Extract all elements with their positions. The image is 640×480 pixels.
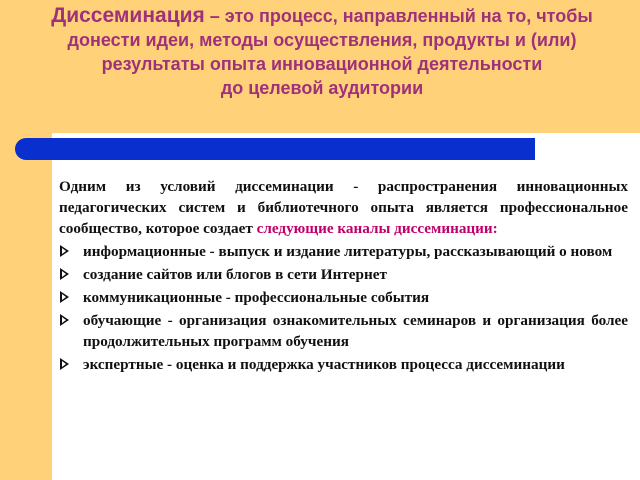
intro-text: Одним из условий диссеминации - распространения инновационных педагогических систем и библиотечного опыта является профессиональное сообщество, которое создает bbox=[59, 178, 628, 237]
list-item-text: создание сайтов или блогов в сети Интернет bbox=[83, 266, 387, 283]
list-item-text: экспертные - оценка и поддержка участников процесса диссеминации bbox=[83, 356, 565, 373]
channels-list bbox=[59, 241, 628, 375]
slide-body bbox=[59, 176, 628, 377]
title-line-3: результаты опыта инновационной деятельности bbox=[101, 54, 543, 74]
list-item bbox=[59, 264, 628, 285]
list-item bbox=[59, 287, 628, 308]
list-item bbox=[59, 310, 628, 352]
list-item-text: обучающие - организация ознакомительных семинаров и организация более продолжительных программ обучения bbox=[83, 312, 628, 350]
title-rest: – это процесс, направленный на то, чтобы bbox=[204, 6, 593, 26]
arrow-bullet-icon bbox=[60, 314, 69, 326]
list-item-text: коммуникационные - профессиональные события bbox=[83, 289, 430, 306]
list-item bbox=[59, 354, 628, 375]
title-lead: Диссеминация bbox=[51, 4, 205, 27]
intro-accent: следующие каналы диссеминации: bbox=[256, 220, 498, 237]
title-line-4: до целевой аудитории bbox=[220, 78, 424, 98]
list-item-text: информационные - выпуск и издание литературы, рассказывающий о новом bbox=[83, 243, 613, 260]
arrow-bullet-icon bbox=[60, 268, 69, 280]
left-decor-strip bbox=[0, 130, 52, 480]
title-line-2: донести идеи, методы осуществления, продукты и (или) bbox=[67, 30, 577, 50]
arrow-bullet-icon bbox=[60, 245, 69, 257]
slide-title bbox=[12, 4, 632, 100]
arrow-bullet-icon bbox=[60, 291, 69, 303]
arrow-bullet-icon bbox=[60, 358, 69, 370]
intro-paragraph bbox=[59, 176, 628, 239]
list-item bbox=[59, 241, 628, 262]
blue-divider-bar bbox=[15, 138, 535, 160]
